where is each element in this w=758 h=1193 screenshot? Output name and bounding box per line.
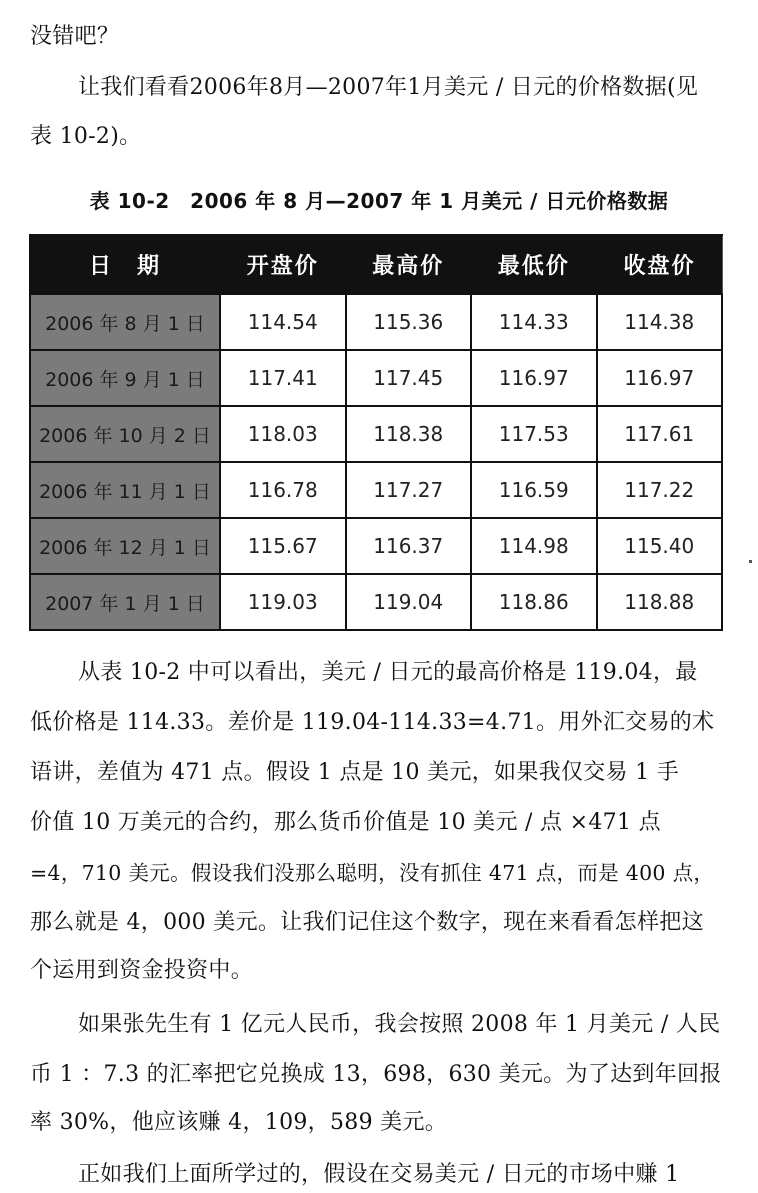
close-price-cell: 117.61 <box>597 406 723 462</box>
open-price-cell: 117.41 <box>220 350 346 406</box>
high-price-cell: 118.38 <box>346 406 472 462</box>
table-row <box>30 574 722 630</box>
open-price-cell: 114.54 <box>220 294 346 350</box>
low-price-cell: 116.59 <box>471 462 597 518</box>
text-line: 个运用到资金投资中。 <box>30 958 254 983</box>
price-table <box>29 234 723 631</box>
column-header-close: 收盘价 <box>597 235 723 294</box>
low-price-cell: 114.33 <box>471 294 597 350</box>
text-line: 价值 10 万美元的合约，那么货币价值是 10 美元 / 点 ×471 点 <box>30 810 661 835</box>
table-caption: 表 10-2 2006 年 8 月—2007 年 1 月美元 / 日元价格数据 <box>89 189 669 213</box>
text-line: 语讲，差值为 471 点。假设 1 点是 10 美元，如果我仅交易 1 手 <box>30 760 680 785</box>
text-line: 如果张先生有 1 亿元人民币，我会按照 2008 年 1 月美元 / 人民 <box>78 1012 721 1037</box>
high-price-cell: 115.36 <box>346 294 472 350</box>
date-cell: 2006 年 11 月 1 日 <box>30 462 220 518</box>
text-line: 率 30%，他应该赚 4，109，589 美元。 <box>30 1110 448 1135</box>
date-cell: 2006 年 9 月 1 日 <box>30 350 220 406</box>
close-price-cell: 118.88 <box>597 574 723 630</box>
low-price-cell: 117.53 <box>471 406 597 462</box>
date-cell: 2006 年 8 月 1 日 <box>30 294 220 350</box>
date-cell: 2007 年 1 月 1 日 <box>30 574 220 630</box>
text-line: 让我们看看2006年8月—2007年1月美元 / 日元的价格数据(见 <box>78 75 699 100</box>
table-row <box>30 294 722 350</box>
close-price-cell: 114.38 <box>597 294 723 350</box>
date-cell: 2006 年 12 月 1 日 <box>30 518 220 574</box>
close-price-cell: 115.40 <box>597 518 723 574</box>
date-cell: 2006 年 10 月 2 日 <box>30 406 220 462</box>
low-price-cell: 118.86 <box>471 574 597 630</box>
open-price-cell: 119.03 <box>220 574 346 630</box>
close-price-cell: 116.97 <box>597 350 723 406</box>
table-header-row <box>30 235 722 294</box>
column-header-date: 日 期 <box>30 235 220 294</box>
open-price-cell: 118.03 <box>220 406 346 462</box>
text-line: 币 1 ：7.3 的汇率把它兑换成 13，698，630 美元。为了达到年回报 <box>30 1062 722 1087</box>
high-price-cell: 116.37 <box>346 518 472 574</box>
high-price-cell: 119.04 <box>346 574 472 630</box>
table-row <box>30 462 722 518</box>
column-header-open: 开盘价 <box>220 235 346 294</box>
column-header-high: 最高价 <box>346 235 472 294</box>
text-line: 正如我们上面所学过的，假设在交易美元 / 日元的市场中赚 1 <box>78 1162 680 1187</box>
table-row <box>30 518 722 574</box>
scan-speck <box>749 560 752 563</box>
high-price-cell: 117.27 <box>346 462 472 518</box>
text-line: 低价格是 114.33。差价是 119.04-114.33=4.71。用外汇交易的术 <box>30 710 715 735</box>
table-row <box>30 406 722 462</box>
open-price-cell: 116.78 <box>220 462 346 518</box>
column-header-low: 最低价 <box>471 235 597 294</box>
text-line: 表 10-2)。 <box>30 124 142 149</box>
open-price-cell: 115.67 <box>220 518 346 574</box>
close-price-cell: 117.22 <box>597 462 723 518</box>
high-price-cell: 117.45 <box>346 350 472 406</box>
table-row <box>30 350 722 406</box>
text-line: 没错吧？ <box>30 24 120 49</box>
low-price-cell: 116.97 <box>471 350 597 406</box>
text-line: 从表 10-2 中可以看出，美元 / 日元的最高价格是 119.04，最 <box>78 660 698 685</box>
text-line: =4，710 美元。假设我们没那么聪明，没有抓住 471 点，而是 400 点， <box>30 861 715 885</box>
text-line: 那么就是 4，000 美元。让我们记住这个数字，现在来看看怎样把这 <box>30 910 704 935</box>
low-price-cell: 114.98 <box>471 518 597 574</box>
